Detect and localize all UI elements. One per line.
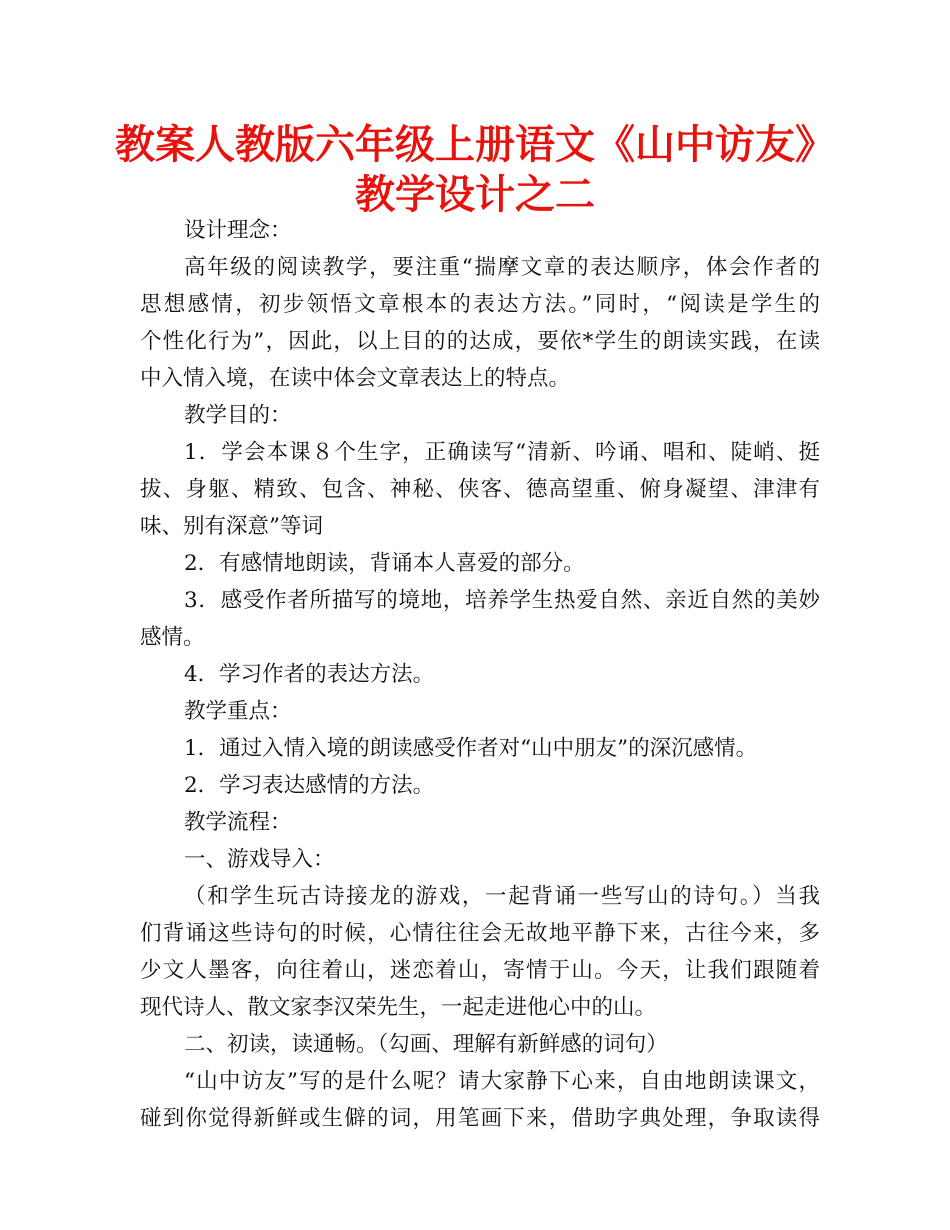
- list-item-line: 1．通过入情入境的朗读感受作者对“山中朋友”的深沉感情。: [184, 736, 758, 761]
- paragraph-line: 高年级的阅读教学，要注重“揣摩文章的表达顺序，体会作者的: [184, 255, 820, 280]
- section-heading-teaching-goals: 教学目的：: [184, 403, 292, 428]
- list-item-line: 拔、身躯、精致、包含、神秘、侠客、德高望重、俯身凝望、津津有: [140, 477, 820, 502]
- paragraph-line: “山中访友”写的是什么呢？请大家静下心来，自由地朗读课文，: [184, 1069, 820, 1094]
- paragraph-line: 们背诵这些诗句的时候，心情往往会无故地平静下来，古往今来，多: [140, 921, 820, 946]
- section-heading-process: 教学流程：: [184, 810, 292, 835]
- paragraph-line: 现代诗人、散文家李汉荣先生，一起走进他心中的山。: [140, 995, 657, 1020]
- list-item-line: 1．学会本课８个生字，正确读写“清新、吟诵、唱和、陡峭、挺: [184, 440, 820, 465]
- document-title-line-1: 教案人教版六年级上册语文《山中访友》: [115, 122, 835, 168]
- subsection-heading: 一、游戏导入：: [184, 847, 335, 872]
- list-item-line: 3．感受作者所描写的境地，培养学生热爱自然、亲近自然的美妙: [184, 588, 820, 613]
- paragraph-line: 中入情入境，在读中体会文章表达上的特点。: [140, 366, 571, 391]
- paragraph-line: 碰到你觉得新鲜或生僻的词，用笔画下来，借助字典处理，争取读得: [140, 1106, 820, 1131]
- document-title-line-2: 教学设计之二: [355, 172, 595, 218]
- list-item-line: 味、别有深意”等词: [140, 514, 323, 539]
- list-item-line: 4．学习作者的表达方法。: [184, 662, 435, 687]
- list-item-line: 2．学习表达感情的方法。: [184, 773, 435, 798]
- paragraph-line: 个性化行为”，因此，以上目的的达成，要依*学生的朗读实践，在读: [140, 329, 820, 354]
- list-item-line: 2．有感情地朗读，背诵本人喜爱的部分。: [184, 551, 585, 576]
- paragraph-line: 思想感情，初步领悟文章根本的表达方法。”同时，“阅读是学生的: [140, 292, 820, 317]
- subsection-heading: 二、初读，读通畅。（勾画、理解有新鲜感的词句）: [184, 1032, 668, 1057]
- section-heading-key-points: 教学重点：: [184, 699, 292, 724]
- paragraph-line: （和学生玩古诗接龙的游戏，一起背诵一些写山的诗句。）当我: [184, 884, 820, 909]
- list-item-line: 感情。: [140, 625, 205, 650]
- section-heading-design-concept: 设计理念：: [184, 218, 292, 243]
- paragraph-line: 少文人墨客，向往着山，迷恋着山，寄情于山。今天，让我们跟随着: [140, 958, 820, 983]
